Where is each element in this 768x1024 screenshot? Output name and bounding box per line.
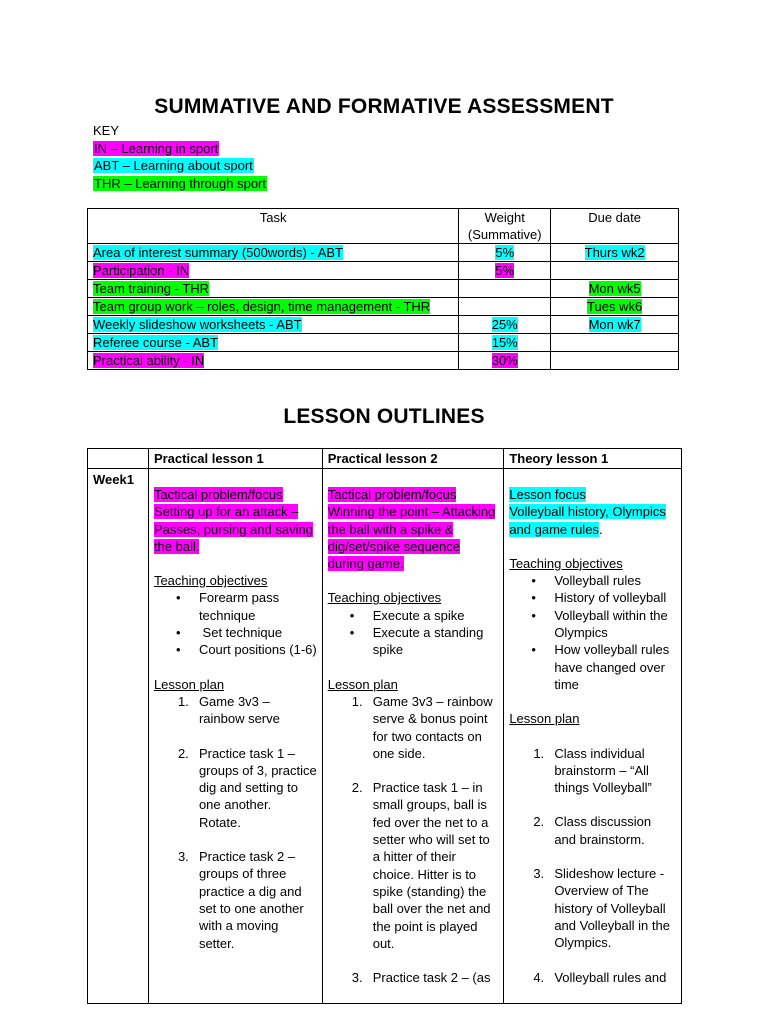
spacer <box>509 952 676 969</box>
p2-objectives-heading: Teaching objectives <box>327 590 442 606</box>
list-item <box>154 693 317 728</box>
due-date-cell <box>551 244 679 262</box>
table-row <box>88 298 679 316</box>
weight-cell <box>459 298 551 316</box>
table-row <box>88 262 679 280</box>
list-item: • Court positions (1-6) <box>154 641 317 658</box>
task-cell-text: Weekly slideshow worksheets - ABT <box>93 317 302 332</box>
assessment-header-row <box>88 209 679 244</box>
task-cell <box>88 262 459 280</box>
t1-focus-text: Volleyball history, Olympics and game rules <box>509 504 666 537</box>
weight-cell <box>459 262 551 280</box>
weight-cell <box>459 352 551 370</box>
due-date-cell <box>551 262 679 280</box>
list-item <box>328 969 499 986</box>
key-entry-abt: ABT – Learning about sport <box>94 158 253 173</box>
due-date-cell-text: Mon wk5 <box>588 281 641 296</box>
spacer <box>154 831 317 848</box>
weight-cell <box>459 334 551 352</box>
weight-cell <box>459 244 551 262</box>
table-row <box>88 244 679 262</box>
p2-focus-text: Winning the point – Attacking the ball with a spike & dig/set/spike sequence during game. <box>327 504 496 572</box>
item-text: Class individual brainstorm – “All things Volleyball” <box>554 745 652 796</box>
practical-lesson-2-cell <box>322 469 504 1004</box>
weight-cell-text: 15% <box>491 335 518 350</box>
p1-objectives-heading: Teaching objectives <box>153 573 268 589</box>
task-cell <box>88 298 459 316</box>
item-number: 3. <box>351 970 363 986</box>
t1-plan-heading: Lesson plan <box>509 711 580 727</box>
task-cell <box>88 316 459 334</box>
due-date-cell <box>551 316 679 334</box>
item-text: Volleyball rules and <box>554 969 667 985</box>
lesson-header-theory-1: Theory lesson 1 <box>504 449 682 469</box>
lesson-header-practical-2: Practical lesson 2 <box>322 449 504 469</box>
t1-focus-heading: Lesson focus <box>509 487 586 502</box>
task-cell-text: Area of interest summary (500words) - ABT <box>93 245 343 260</box>
spacer <box>328 952 499 969</box>
item-text: Game 3v3 – rainbow serve <box>198 693 280 727</box>
t1-objectives-heading: Teaching objectives <box>509 555 623 571</box>
weight-cell-text: 5% <box>495 245 515 260</box>
item-number: 1. <box>177 693 189 709</box>
list-item: • Volleyball within the Olympics <box>509 607 676 642</box>
spacer <box>509 848 676 865</box>
header-weight <box>459 209 551 244</box>
lesson-outlines-title: LESSON OUTLINES <box>283 405 485 428</box>
list-item <box>509 865 676 951</box>
task-cell <box>88 334 459 352</box>
t1-plan-list <box>509 745 676 986</box>
item-text: Slideshow lecture - Overview of The history of Volleyball and Volleyball in the Olympics. <box>554 866 670 951</box>
header-due: Due date <box>551 209 679 244</box>
task-cell-text: Team group work – roles, design, time management - THR <box>93 299 431 314</box>
list-item <box>154 848 317 952</box>
due-date-cell <box>551 298 679 316</box>
weight-cell <box>459 280 551 298</box>
item-text: Practice task 1 – groups of 3, practice dig and setting to one another. Rotate. <box>198 745 317 830</box>
t1-objectives-list <box>509 572 676 693</box>
table-row <box>88 280 679 298</box>
item-number: 4. <box>533 969 545 985</box>
item-text: Class discussion and brainstorm. <box>554 814 652 847</box>
p1-plan-list <box>154 693 317 952</box>
weight-cell <box>459 316 551 334</box>
task-cell <box>88 244 459 262</box>
lesson-row-week1 <box>88 469 682 1004</box>
item-number: 3. <box>533 866 545 882</box>
list-item: • Volleyball rules <box>509 572 676 589</box>
list-item <box>328 779 499 952</box>
due-date-cell-text: Tues wk6 <box>587 299 643 314</box>
due-date-cell <box>551 334 679 352</box>
weight-cell-text: 5% <box>495 263 515 278</box>
p2-plan-heading: Lesson plan <box>327 676 398 692</box>
item-text: Practice task 2 – (as <box>372 970 491 986</box>
list-item: • Execute a spike <box>328 607 499 624</box>
item-number: 2. <box>351 780 363 796</box>
list-item <box>328 693 499 762</box>
p1-plan-heading: Lesson plan <box>153 676 225 692</box>
table-row <box>88 334 679 352</box>
list-item <box>509 969 676 986</box>
task-cell-text: Team training - THR <box>93 281 210 296</box>
list-item <box>509 745 676 797</box>
spacer <box>154 728 317 745</box>
lesson-header-blank <box>88 449 149 469</box>
practical-lesson-1-cell <box>148 469 322 1004</box>
lesson-header-practical-1: Practical lesson 1 <box>148 449 322 469</box>
key-label: KEY <box>93 123 120 138</box>
p2-focus-heading: Tactical problem/focus <box>327 487 457 502</box>
key-legend <box>93 122 267 192</box>
list-item: • Execute a standing spike <box>328 624 499 659</box>
task-cell-text: Participation - IN <box>93 263 190 278</box>
header-task: Task <box>88 209 459 244</box>
item-text: Practice task 1 – in small groups, ball is fed over the net to a setter who will set to a hitter of their choice. Hitter is to spike (standing) the ball over the net and the point is played out. <box>372 780 491 951</box>
due-date-cell-text: Mon wk7 <box>588 317 641 332</box>
spacer <box>328 762 499 779</box>
list-item <box>509 813 676 848</box>
week-label: Week1 <box>88 469 149 1004</box>
due-date-cell <box>551 280 679 298</box>
key-entry-in: IN – Learning in sport <box>94 140 219 156</box>
weight-cell-text: 30% <box>491 353 518 368</box>
item-number: 1. <box>533 745 545 761</box>
page-title: SUMMATIVE AND FORMATIVE ASSESSMENT <box>154 95 614 118</box>
task-cell <box>88 352 459 370</box>
list-item: • How volleyball rules have changed over time <box>509 641 676 693</box>
list-item: • History of volleyball <box>509 589 676 606</box>
task-cell-text: Referee course - ABT <box>93 335 218 350</box>
p1-focus-text: Setting up for an attack – Passes, pursing and saving the ball. <box>153 504 313 554</box>
list-item: • Forearm pass technique <box>154 589 317 624</box>
task-cell <box>88 280 459 298</box>
list-item: • Set technique <box>154 624 317 641</box>
due-date-cell-text: Thurs wk2 <box>584 245 645 260</box>
theory-lesson-1-cell <box>504 469 682 1004</box>
p2-objectives-list <box>328 607 499 659</box>
due-date-cell <box>551 352 679 370</box>
p2-plan-list <box>328 693 499 986</box>
key-entry-thr: THR – Learning through sport <box>94 175 266 191</box>
weight-cell-text: 25% <box>491 317 518 332</box>
lesson-outline-table <box>87 448 682 1004</box>
list-item <box>154 745 317 831</box>
item-number: 1. <box>351 693 363 709</box>
header-weight-label: Weight (Summative) <box>467 210 542 242</box>
p1-objectives-list <box>154 589 317 658</box>
table-row <box>88 316 679 334</box>
t1-focus-tail: . <box>598 521 603 537</box>
p1-focus-heading: Tactical problem/focus <box>153 487 283 502</box>
item-number: 2. <box>177 745 189 761</box>
item-number: 2. <box>533 814 545 830</box>
item-number: 3. <box>177 849 189 865</box>
item-text: Game 3v3 – rainbow serve & bonus point for two contacts on one side. <box>372 693 493 761</box>
lesson-header-row <box>88 449 682 469</box>
task-cell-text: Practical ability - IN <box>93 353 205 368</box>
item-text: Practice task 2 – groups of three practice a dig and set to one another with a moving setter. <box>198 849 304 951</box>
table-row <box>88 352 679 370</box>
spacer <box>509 796 676 813</box>
assessment-table <box>87 208 679 370</box>
